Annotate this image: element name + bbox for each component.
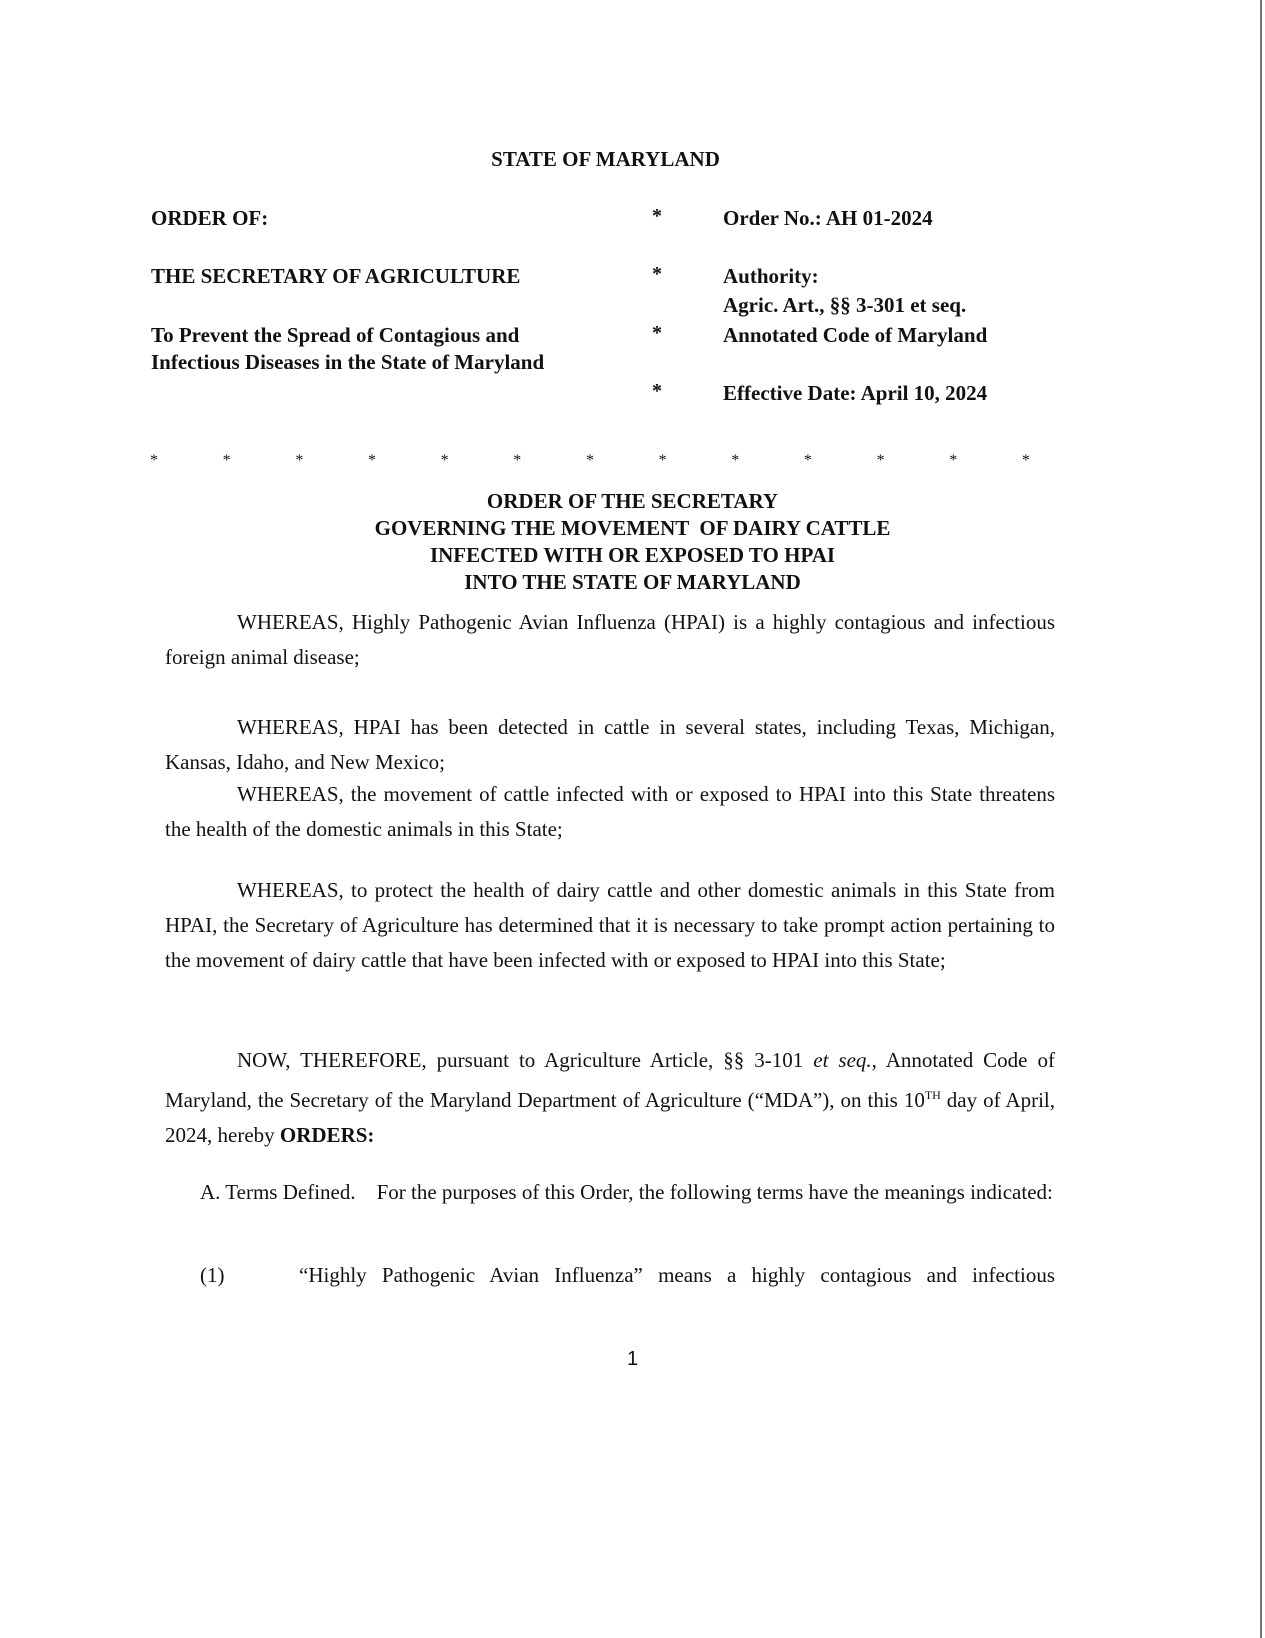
- section-a-text: For the purposes of this Order, the following terms have the meanings indicated:: [376, 1180, 1053, 1204]
- now-therefore-text: day of April, 2024, hereby: [165, 1088, 1055, 1147]
- order-title-line1: ORDER OF THE SECRETARY: [486, 489, 779, 513]
- divider-star: *: [222, 452, 231, 469]
- now-therefore-text: Annotated Code of Maryland, the Secretary of the Maryland Department of Agriculture (“MDA”), on this 10: [165, 1048, 1055, 1112]
- scan-edge-line: [1260, 0, 1262, 1638]
- divider-star: *: [949, 452, 958, 469]
- divider-star: *: [513, 452, 522, 469]
- authority-line1: Agric. Art., §§ 3-301 et seq.: [723, 293, 967, 317]
- caption-purpose-line2: Infectious Diseases in the State of Maryland: [151, 350, 545, 374]
- order-number: Order No.: AH 01-2024: [723, 206, 933, 230]
- caption-separator: *: [652, 205, 662, 227]
- state-heading: STATE OF MARYLAND: [491, 147, 720, 171]
- et-seq: et seq.,: [813, 1048, 877, 1072]
- caption-order-of: ORDER OF:: [151, 206, 269, 230]
- now-therefore-text: NOW, THEREFORE, pursuant to Agriculture Article, §§ 3-101: [237, 1048, 814, 1072]
- orders-keyword: ORDERS:: [279, 1123, 375, 1147]
- divider-star: *: [367, 452, 376, 469]
- divider-star: *: [295, 452, 304, 469]
- page-number: 1: [626, 1348, 639, 1370]
- now-therefore-paragraph: [165, 1043, 1055, 1153]
- divider-star: *: [876, 452, 885, 469]
- divider-star: *: [150, 452, 158, 469]
- divider-star: *: [731, 452, 740, 469]
- definition-1-number: (1): [200, 1263, 225, 1287]
- authority-line2: Annotated Code of Maryland: [723, 323, 988, 347]
- divider-star: *: [440, 452, 449, 469]
- order-title-line4: INTO THE STATE OF MARYLAND: [464, 570, 801, 594]
- caption-secretary: THE SECRETARY OF AGRICULTURE: [151, 264, 521, 288]
- caption-separator: *: [652, 263, 662, 285]
- divider-star: *: [803, 452, 812, 469]
- order-title: [0, 488, 1265, 596]
- whereas-paragraph-2: WHEREAS, HPAI has been detected in cattle in several states, including Texas, Michigan, Kansas, Idaho, and New Mexico;: [165, 715, 1055, 774]
- whereas-paragraph-3: WHEREAS, the movement of cattle infected with or exposed to HPAI into this State threatens the health of the domestic animals in this State;: [165, 782, 1055, 841]
- divider-star: *: [1021, 452, 1030, 469]
- section-a-heading: A. Terms Defined.: [200, 1180, 356, 1204]
- caption-purpose-line1: To Prevent the Spread of Contagious and: [151, 323, 520, 347]
- divider-star: *: [585, 452, 594, 469]
- order-title-line2: GOVERNING THE MOVEMENT OF DAIRY CATTLE: [374, 516, 891, 540]
- section-a: [165, 1175, 1055, 1210]
- definition-1-text: “Highly Pathogenic Avian Influenza” means a highly contagious and infectious: [299, 1263, 1055, 1287]
- star-divider: [150, 452, 1030, 470]
- whereas-paragraph-4: WHEREAS, to protect the health of dairy cattle and other domestic animals in this State from HPAI, the Secretary of Agriculture has determined that it is necessary to take prompt action pertaining to the movement of dairy cattle that have been infected with or exposed to HPAI into this State;: [165, 878, 1055, 972]
- ordinal-suffix: TH: [924, 1088, 941, 1102]
- order-title-line3: INFECTED WITH OR EXPOSED TO HPAI: [429, 543, 836, 567]
- caption-separator: *: [652, 322, 662, 344]
- whereas-paragraph-1: WHEREAS, Highly Pathogenic Avian Influenza (HPAI) is a highly contagious and infectious foreign animal disease;: [165, 610, 1055, 669]
- caption-separator: *: [652, 380, 662, 402]
- divider-star: *: [658, 452, 667, 469]
- effective-date: Effective Date: April 10, 2024: [723, 381, 988, 405]
- authority-label: Authority:: [723, 264, 819, 288]
